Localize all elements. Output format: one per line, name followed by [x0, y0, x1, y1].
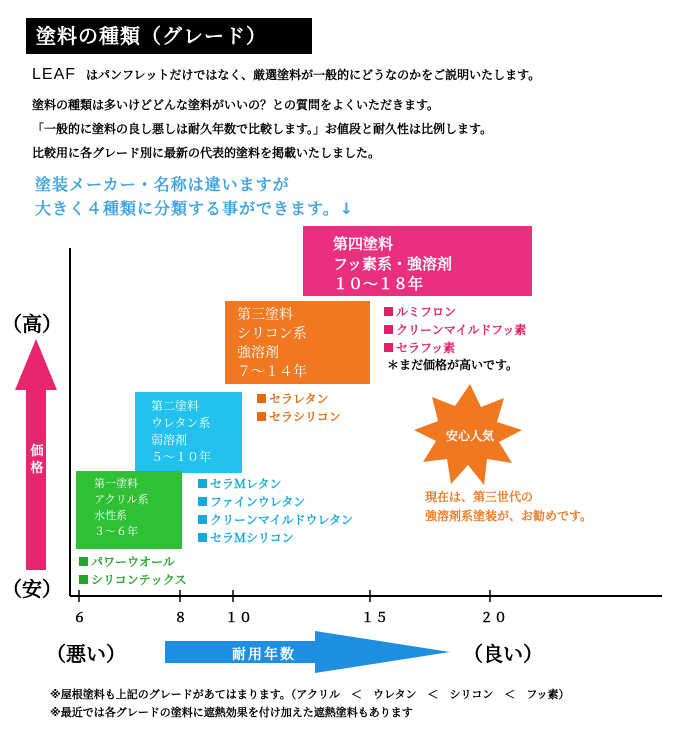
product-item: ファインウレタン — [198, 493, 305, 510]
x-tick-label: １５ — [361, 611, 390, 626]
product-item: パワーウオール — [79, 553, 175, 570]
x-tick-label: ２０ — [480, 611, 509, 626]
product-item: シリコンテックス — [79, 571, 187, 588]
x-tick-label: ８ — [174, 611, 189, 626]
page-title: 塗料の種類（グレード） — [26, 18, 312, 54]
grade4-box: 第四塗料 フッ素系・強溶剤 １０～１８年 — [303, 226, 532, 296]
grade1-box: 第一塗料 アクリル系 水性系 ３～６年 — [76, 471, 182, 549]
x-tick-label: １０ — [225, 611, 254, 626]
intro-text-1: はパンフレットだけではなく、厳選塗料が一般的にどうなのかをご説明いたします。 — [86, 68, 541, 82]
lead-line-1: 塗装メーカー・名称は違いますが — [35, 175, 290, 194]
brand-name: LEAF — [32, 66, 77, 83]
bullet-square-icon — [257, 412, 266, 421]
product-item: セラシリコン — [257, 408, 341, 425]
popular-badge-label: 安心人気 — [445, 429, 494, 443]
bullet-square-icon — [384, 325, 393, 334]
product-item: セラＭシリコン — [198, 529, 294, 546]
footnote-2: ※最近では各グレードの塗料に遮熱効果を付け加えた遮熱塗料もあります — [50, 706, 413, 719]
intro-line-4: 比較用に各グレード別に最新の代表的塗料を掲載いたしました。 — [32, 146, 381, 160]
bullet-square-icon — [79, 575, 88, 584]
bullet-square-icon — [79, 557, 88, 566]
grade3-box: 第三塗料 シリコン系 強溶剤 ７～１４年 — [225, 301, 370, 384]
lead-line-2: 大きく４種類に分類する事ができます。↓ — [35, 199, 355, 218]
price-low-label: （安） — [2, 577, 62, 601]
grade2-box: 第二塗料 ウレタン系 弱溶剤 ５～１０年 — [135, 392, 242, 473]
x-tick-label: ６ — [73, 611, 88, 626]
bullet-square-icon — [257, 394, 266, 403]
intro-line-3: 「一般的に塗料の良し悪しは耐久年数で比較します。」お値段と耐久性は比例します。 — [32, 122, 493, 136]
bullet-square-icon — [384, 343, 393, 352]
price-high-label: （高） — [2, 312, 62, 336]
bullet-square-icon — [198, 497, 207, 506]
bullet-square-icon — [384, 307, 393, 316]
bullet-square-icon — [198, 515, 207, 524]
bullet-square-icon — [198, 479, 207, 488]
product-item: クリーンマイルドウレタン — [198, 511, 353, 528]
durability-good-label: （良い） — [463, 642, 543, 666]
product-item: セラレタン — [257, 390, 329, 407]
intro-line-2: 塗料の種類は多いけどどんな塗料がいいの？との質問をよくいただきます。 — [32, 98, 440, 112]
durability-axis-label: 耐用年数 — [232, 647, 296, 663]
product-item: セラＭレタン — [198, 475, 282, 492]
recommendation-text: 現在は、第三世代の 強溶剤系塗装が、お勧めです。 — [425, 490, 593, 523]
footnote-1: ※屋根塗料も上記のグレードがあてはまります。（アクリル ＜ ウレタン ＜ シリコン ＜ フッ素） — [50, 688, 570, 701]
bullet-square-icon — [198, 533, 207, 542]
durability-bad-label: （悪い） — [46, 642, 126, 666]
grade4-price-note: ＊まだ価格が高いです。 — [387, 358, 519, 372]
product-item: セラフッ素 — [384, 339, 455, 356]
product-item: クリーンマイルドフッ素 — [384, 321, 526, 338]
durability-arrow — [165, 631, 450, 673]
product-item: ルミフロン — [384, 303, 456, 320]
price-axis-label: 価格 — [30, 444, 44, 476]
